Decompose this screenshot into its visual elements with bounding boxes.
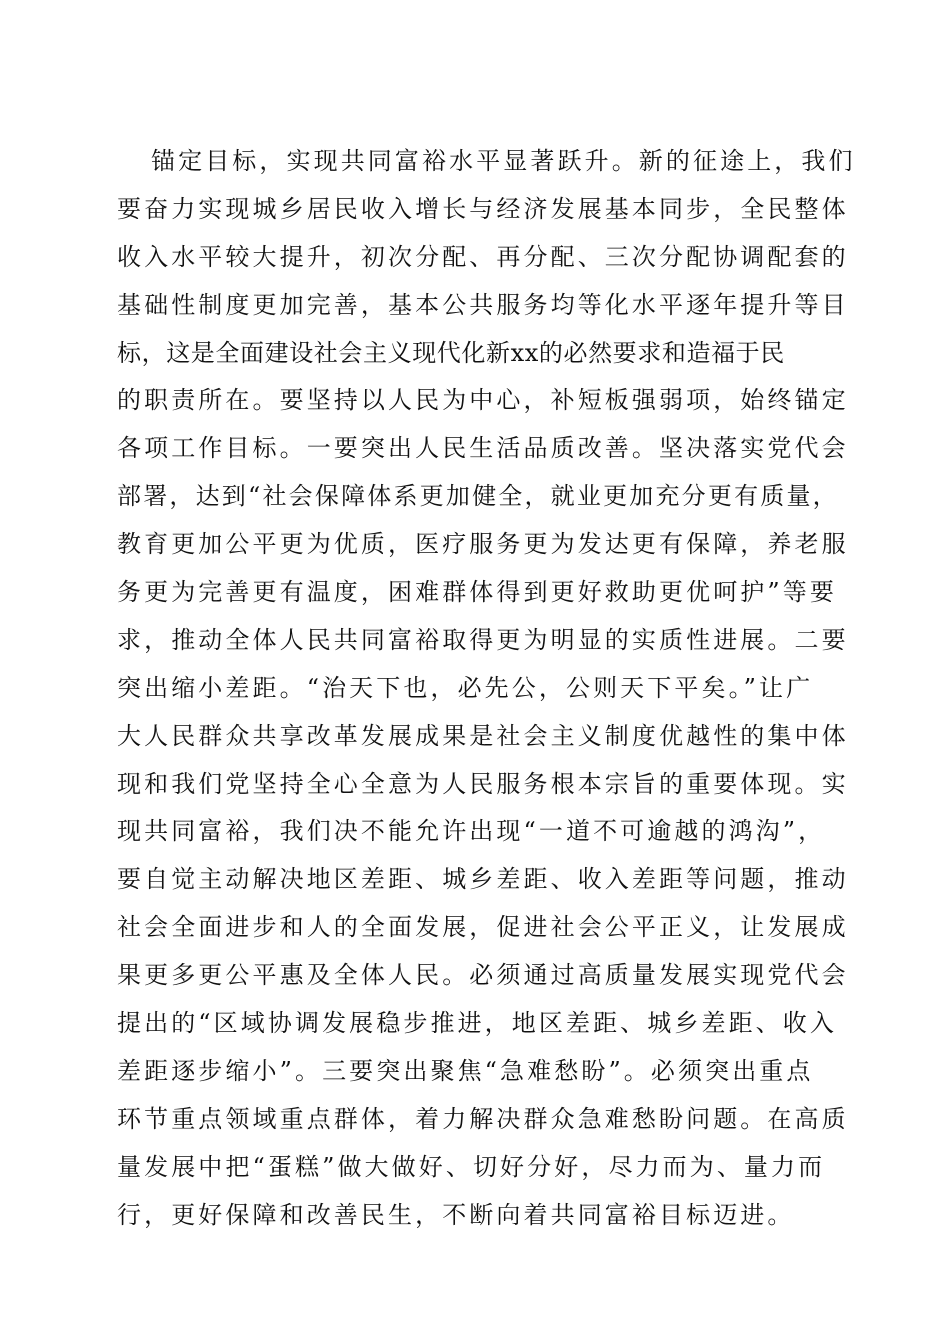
- paragraph-line: 行，更好保障和改善民生，不断向着共同富裕目标迈进。: [117, 1200, 795, 1229]
- paragraph-line: 果更多更公平惠及全体人民。必须通过高质量发展实现党代会: [117, 961, 849, 990]
- paragraph-line: 求，推动全体人民共同富裕取得更为明显的实质性进展。二要: [117, 625, 849, 654]
- paragraph-line: 部署，达到“社会保障体系更加健全，就业更加充分更有质量，: [117, 482, 839, 511]
- paragraph-line: 大人民群众共享改革发展成果是社会主义制度优越性的集中体: [117, 721, 849, 750]
- paragraph-line: 教育更加公平更为优质，医疗服务更为发达更有保障，养老服: [117, 530, 849, 559]
- paragraph-line: 环节重点领域重点群体，着力解决群众急难愁盼问题。在高质: [117, 1104, 849, 1133]
- body-paragraph: [117, 138, 856, 1239]
- paragraph-line: 量发展中把“蛋糕”做大做好、切好分好，尽力而为、量力而: [117, 1152, 826, 1181]
- paragraph-line: 要自觉主动解决地区差距、城乡差距、收入差距等问题，推动: [117, 865, 849, 894]
- paragraph-line: 各项工作目标。一要突出人民生活品质改善。坚决落实党代会: [117, 434, 849, 463]
- paragraph-line: 收入水平较大提升，初次分配、再分配、三次分配协调配套的: [117, 242, 849, 271]
- paragraph-line: 标，这是全面建设社会主义现代化新xx的必然要求和造福于民: [117, 338, 785, 367]
- paragraph-line: 的职责所在。要坚持以人民为中心，补短板强弱项，始终锚定: [117, 386, 849, 415]
- paragraph-line: 锚定目标，实现共同富裕水平显著跃升。新的征途上，我们: [151, 147, 856, 175]
- paragraph-line: 差距逐步缩小”。三要突出聚焦“急难愁盼”。必须突出重点: [117, 1056, 814, 1085]
- paragraph-line: 提出的“区域协调发展稳步推进，地区差距、城乡差距、收入: [117, 1009, 837, 1038]
- paragraph-line: 要奋力实现城乡居民收入增长与经济发展基本同步，全民整体: [117, 194, 849, 223]
- paragraph-line: 现和我们党坚持全心全意为人民服务根本宗旨的重要体现。实: [117, 769, 849, 798]
- paragraph-line: 社会全面进步和人的全面发展，促进社会公平正义，让发展成: [117, 913, 849, 942]
- paragraph-line: 基础性制度更加完善，基本公共服务均等化水平逐年提升等目: [117, 290, 849, 319]
- paragraph-line: 现共同富裕，我们决不能允许出现“一道不可逾越的鸿沟”，: [117, 817, 826, 846]
- paragraph-line: 突出缩小差距。“治天下也，必先公，公则天下平矣。”让广: [117, 673, 814, 702]
- paragraph-line: 务更为完善更有温度，困难群体得到更好救助更优呵护”等要: [117, 578, 837, 607]
